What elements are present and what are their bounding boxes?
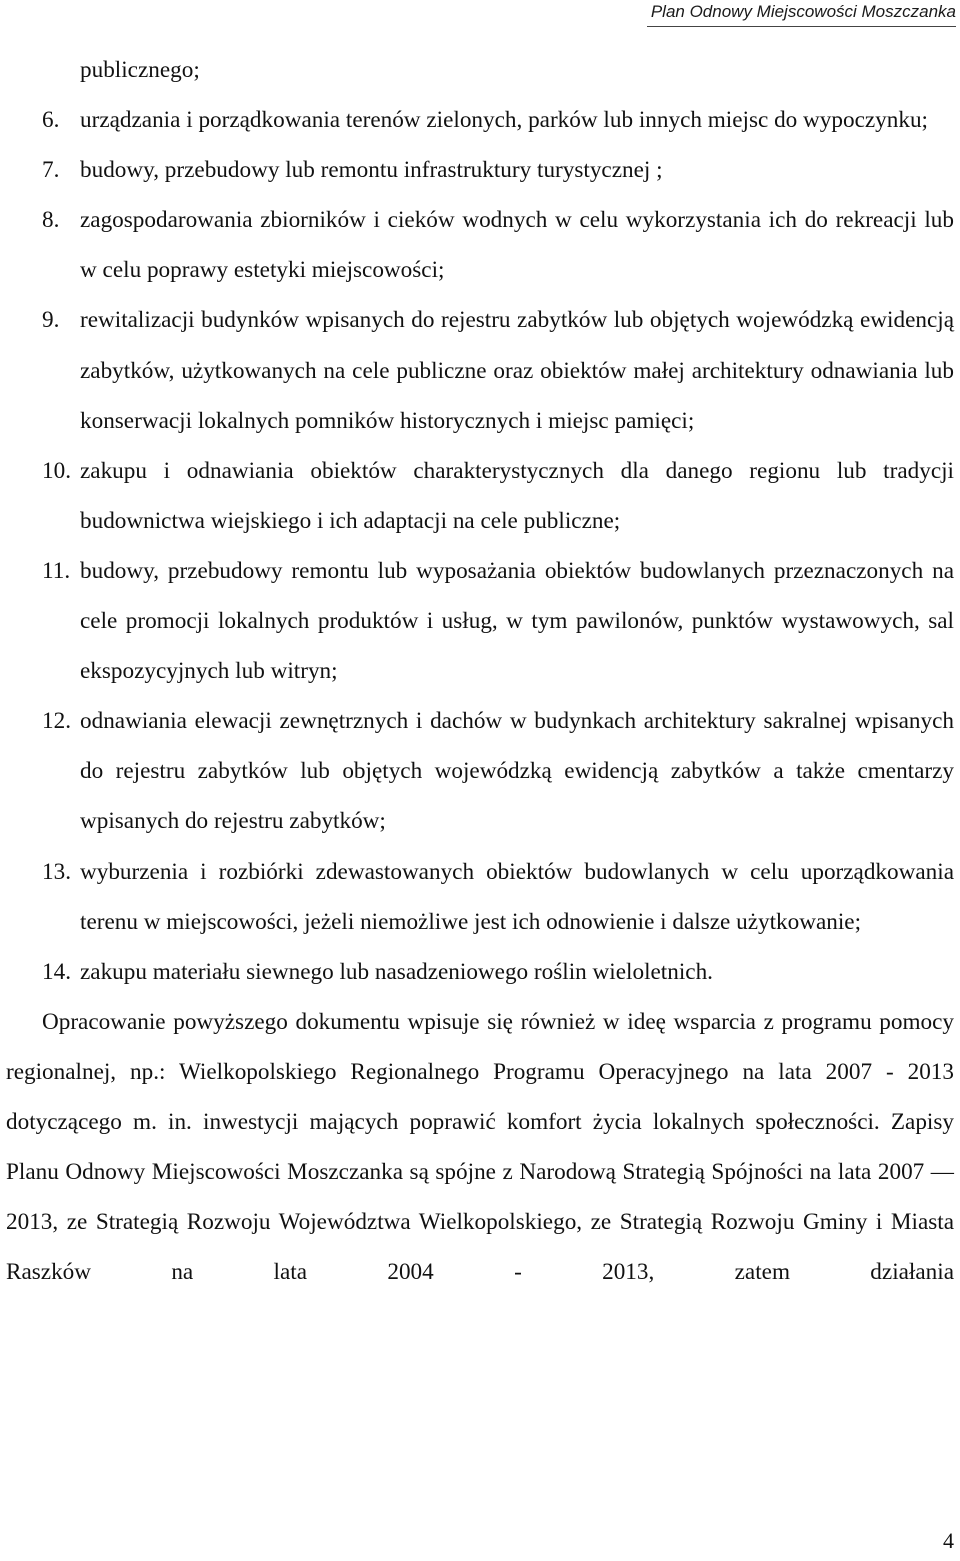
list-item <box>6 696 954 846</box>
list-item <box>6 947 954 997</box>
document-title: Plan Odnowy Miejscowości Moszczanka <box>650 2 956 21</box>
eligible-activities-list <box>6 45 954 997</box>
list-item-text: zakupu materiału siewnego lub nasadzeniowego roślin wieloletnich. <box>80 958 713 985</box>
list-item <box>6 295 954 445</box>
list-item-text: budowy, przebudowy remontu lub wyposażania obiektów budowlanych przeznaczonych na cele promocji lokalnych produktów i usług, w tym pawilonów, punktów wystawowych, sal ekspozycyjnych lub witryn; <box>80 557 954 685</box>
list-item-text: urządzania i porządkowania terenów zielonych, parków lub innych miejsc do wypoczynku; <box>80 107 928 134</box>
list-item-number: 11. <box>42 557 71 584</box>
list-item-number: 9. <box>42 307 60 334</box>
list-item-text: zagospodarowania zbiorników i cieków wodnych w celu wykorzystania ich do rekreacji lub w celu poprawy estetyki miejscowości; <box>80 207 954 284</box>
list-item-text: budowy, przebudowy lub remontu infrastruktury turystycznej ; <box>80 157 663 184</box>
list-item <box>6 145 954 195</box>
list-item-number: 12. <box>42 708 71 735</box>
list-item-number: 10. <box>42 457 71 484</box>
list-item-text: zakupu i odnawiania obiektów charakterystycznych dla danego regionu lub tradycji budownictwa wiejskiego i ich adaptacji na cele publiczne; <box>80 457 954 534</box>
list-item <box>6 195 954 295</box>
list-item-text: publicznego; <box>80 57 200 83</box>
body-paragraph: Opracowanie powyższego dokumentu wpisuje się również w ideę wsparcia z programu pomocy regionalnej, np.: Wielkopolskiego Regionalnego Programu Operacyjnego na lata 2007 - 2013 dotyczącego m. in. inwestycji mających poprawić komfort życia lokalnych społeczności. Zapisy Planu Odnowy Miejscowości Moszczanka są spójne z Narodową Strategią Spójności na lata 2007 — 2013, ze Strategią Rozwoju Województwa Wielkopolskiego, ze Strategią Rozwoju Gminy i Miasta Raszków na lata 2004 - 2013, zatem działania <box>6 1008 954 1286</box>
page-header <box>647 0 956 27</box>
list-item <box>6 847 954 947</box>
list-item-number: 14. <box>42 958 71 985</box>
list-item-number: 7. <box>42 157 60 184</box>
list-item-continuation <box>6 45 954 95</box>
list-item-number: 8. <box>42 207 60 234</box>
document-body <box>6 45 954 1297</box>
list-item-text: wyburzenia i rozbiórki zdewastowanych obiektów budowlanych w celu uporządkowania terenu w miejscowości, jeżeli niemożliwe jest ich odnowienie i dalsze użytkowanie; <box>80 858 954 935</box>
list-item-text: rewitalizacji budynków wpisanych do rejestru zabytków lub objętych wojewódzką ewidencją zabytków, użytkowanych na cele publiczne oraz obiektów małej architektury odnawiania lub konserwacji lokalnych pomników historycznych i miejsc pamięci; <box>80 307 954 434</box>
list-item <box>6 546 954 696</box>
list-item-number: 13. <box>42 858 71 885</box>
list-item <box>6 446 954 546</box>
list-item-number: 6. <box>42 107 60 134</box>
list-item-text: odnawiania elewacji zewnętrznych i dachów w budynkach architektury sakralnej wpisanych do rejestru zabytków lub objętych wojewódzką ewidencją zabytków a także cmentarzy wpisanych do rejestru zabytków; <box>80 708 954 835</box>
page-number: 4 <box>943 1528 954 1553</box>
list-item <box>6 95 954 145</box>
